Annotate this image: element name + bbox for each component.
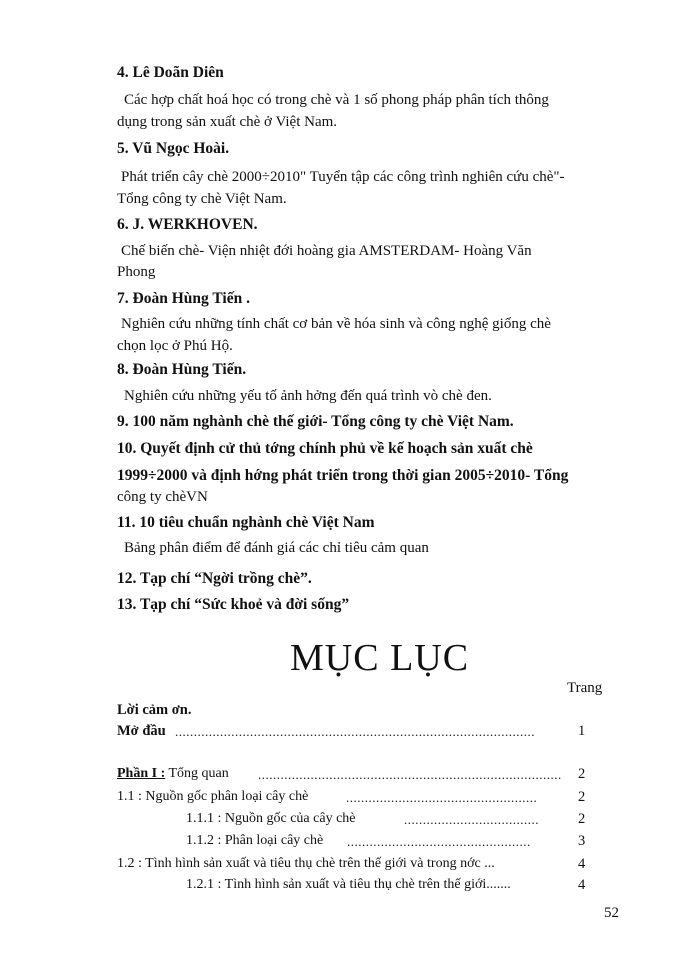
reference-heading: 13. Tạp chí “Sức khoẻ và đời sống” xyxy=(117,596,350,613)
reference-heading: 7. Đoàn Hùng Tiến . xyxy=(117,290,250,307)
leader-dots: ................................................................................................ xyxy=(175,724,535,739)
page-number: 52 xyxy=(604,905,619,921)
toc-entry xyxy=(117,766,229,782)
toc-title: MỤC LỤC xyxy=(290,637,470,679)
reference-text: công ty chèVN xyxy=(117,489,208,505)
reference-heading: 6. J. WERKHOVEN. xyxy=(117,216,258,233)
toc-entry-page: 4 xyxy=(578,877,586,893)
reference-heading: 12. Tạp chí “Ngời trồng chè”. xyxy=(117,570,312,587)
toc-entry-page: 2 xyxy=(578,811,586,827)
toc-entry-suffix: Tổng quan xyxy=(165,766,229,781)
reference-heading: 1999÷2000 và định hớng phát triển trong thời gian 2005÷2010- Tổng xyxy=(117,467,569,484)
toc-entry-label: Mở đầu xyxy=(117,723,166,739)
reference-text: Nghiên cứu những yếu tố ảnh hởng đến quá trình vò chè đen. xyxy=(124,388,492,404)
reference-text: Chế biến chè- Viện nhiệt đới hoàng gia AMSTERDAM- Hoàng Văn xyxy=(121,243,532,259)
reference-heading: 10. Quyết định cử thủ tớng chính phủ về kế hoạch sản xuất chè xyxy=(117,440,533,457)
toc-entry-label: Lời cảm ơn. xyxy=(117,702,192,718)
leader-dots: ................................................. xyxy=(347,834,531,849)
toc-page-column-label: Trang xyxy=(567,680,603,696)
toc-entry-label: 1.2.1 : Tình hình sản xuất và tiêu thụ chè trên thế giới....... xyxy=(186,877,511,892)
leader-dots: ................................................... xyxy=(346,790,538,805)
reference-text: Phát triển cây chè 2000÷2010" Tuyển tập các công trình nghiên cứu chè"- xyxy=(121,169,565,185)
reference-text: Tổng công ty chè Việt Nam. xyxy=(117,191,287,207)
toc-entry-page: 4 xyxy=(578,856,586,872)
toc-entry-label: 1.2 : Tình hình sản xuất và tiêu thụ chè trên thế giới và trong nớc ... xyxy=(117,856,495,871)
reference-heading: 8. Đoàn Hùng Tiến. xyxy=(117,361,247,378)
reference-heading: 4. Lê Doãn Diên xyxy=(117,64,224,81)
toc-entry-page: 3 xyxy=(578,833,586,849)
reference-text: Phong xyxy=(117,264,156,280)
reference-text: chọn lọc ở Phú Hộ. xyxy=(117,338,233,354)
toc-entry-page: 1 xyxy=(578,723,586,739)
toc-entry-label: 1.1 : Nguồn gốc phân loại cây chè xyxy=(117,789,309,804)
reference-text: Nghiên cứu những tính chất cơ bản về hóa sinh và công nghệ giống chè xyxy=(121,316,551,332)
reference-heading: 5. Vũ Ngọc Hoài. xyxy=(117,140,230,157)
reference-heading: 11. 10 tiêu chuẩn nghành chè Việt Nam xyxy=(117,514,375,531)
reference-text: dụng trong sản xuất chè ở Việt Nam. xyxy=(117,114,338,130)
toc-entry-label: 1.1.1 : Nguồn gốc của cây chè xyxy=(186,811,356,826)
reference-text: Các hợp chất hoá học có trong chè và 1 số phong pháp phân tích thông xyxy=(124,92,549,108)
leader-dots: .................................... xyxy=(404,812,539,827)
toc-entry-page: 2 xyxy=(578,766,586,782)
reference-heading: 9. 100 năm nghành chè thế giới- Tổng công ty chè Việt Nam. xyxy=(117,413,514,430)
leader-dots: ................................................................................. xyxy=(258,767,562,782)
reference-text: Bảng phân điểm để đánh giá các chỉ tiêu cảm quan xyxy=(124,540,429,556)
toc-entry-label: 1.1.2 : Phân loại cây chè xyxy=(186,833,324,848)
toc-entry-label: Phần I : xyxy=(117,766,166,781)
toc-entry-page: 2 xyxy=(578,789,586,805)
